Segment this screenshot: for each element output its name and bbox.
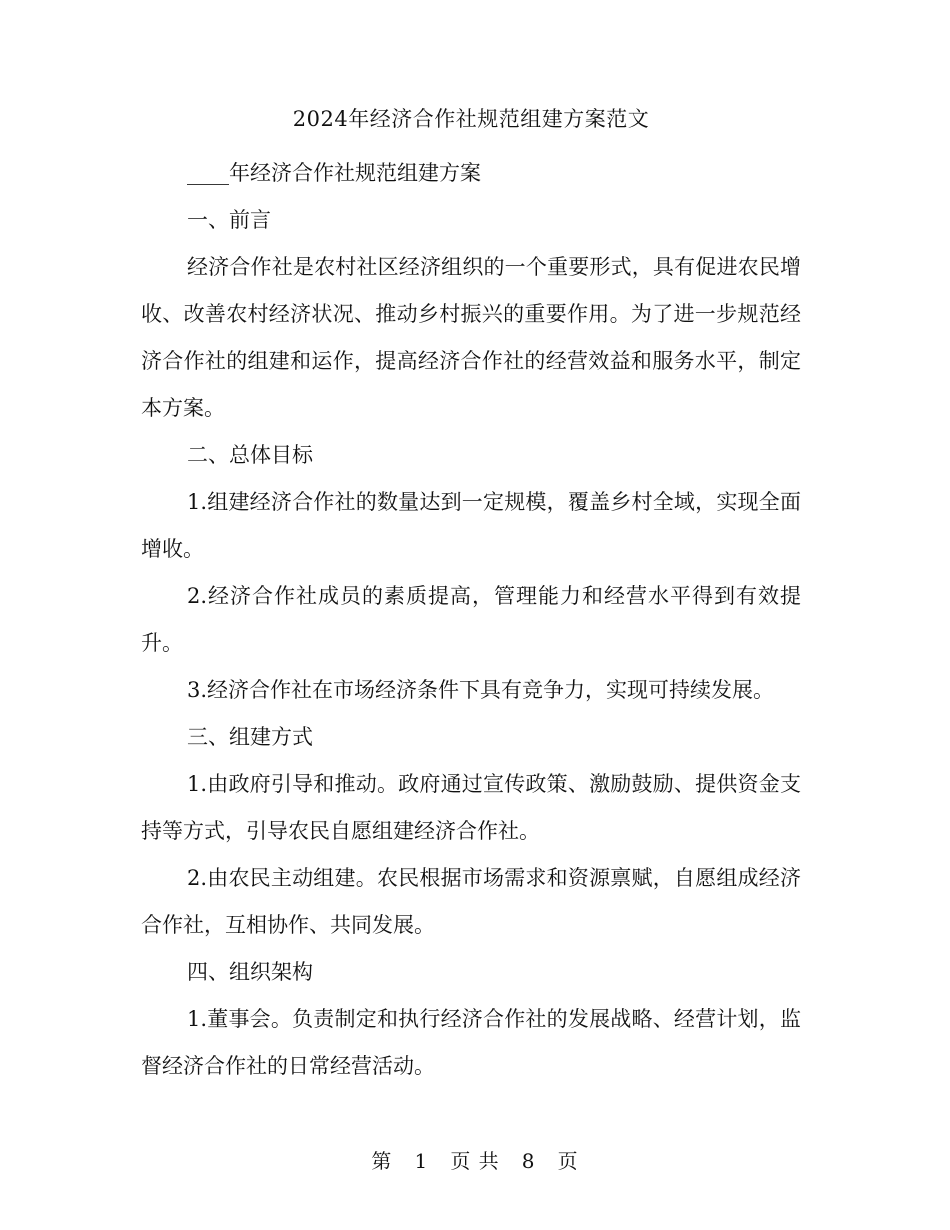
footer-prefix: 第 (371, 1149, 393, 1173)
document-body (141, 103, 801, 1090)
paragraph-preface: 经济合作社是农村社区经济组织的一个重要形式，具有促进农民增收、改善农村经济状况、推动乡村振兴的重要作用。为了进一步规范经济合作社的组建和运作，提高经济合作社的经营效益和服务水平，制定本方案。 (141, 255, 801, 420)
paragraph-goal-3: 3.经济合作社在市场经济条件下具有竞争力，实现可持续发展。 (187, 678, 775, 702)
section-heading-structure: 四、组织架构 (187, 960, 313, 984)
footer-suffix: 页 (557, 1149, 579, 1173)
footer-page-number: 1 (414, 1149, 429, 1173)
paragraph-structure-1: 1.董事会。负责制定和执行经济合作社的发展战略、经营计划，监督经济合作社的日常经营活动。 (141, 1007, 801, 1078)
paragraph-goal-2: 2.经济合作社成员的素质提高，管理能力和经营水平得到有效提升。 (141, 584, 801, 655)
footer-middle: 页 共 (450, 1149, 500, 1173)
paragraph-method-1: 1.由政府引导和推动。政府通过宣传政策、激励鼓励、提供资金支持等方式，引导农民自愿组建经济合作社。 (141, 772, 801, 843)
page-footer (0, 1146, 950, 1176)
footer-total-pages: 8 (521, 1149, 536, 1173)
section-heading-methods: 三、组建方式 (187, 725, 313, 749)
paragraph-goal-1: 1.组建经济合作社的数量达到一定规模，覆盖乡村全域，实现全面增收。 (141, 490, 801, 561)
section-heading-preface: 一、前言 (187, 208, 271, 232)
document-title: 2024年经济合作社规范组建方案范文 (292, 107, 650, 131)
section-heading-goals: 二、总体目标 (187, 443, 313, 467)
paragraph-method-2: 2.由农民主动组建。农民根据市场需求和资源禀赋，自愿组成经济合作社，互相协作、共同发展。 (141, 866, 801, 937)
subtitle: ____年经济合作社规范组建方案 (187, 161, 481, 185)
